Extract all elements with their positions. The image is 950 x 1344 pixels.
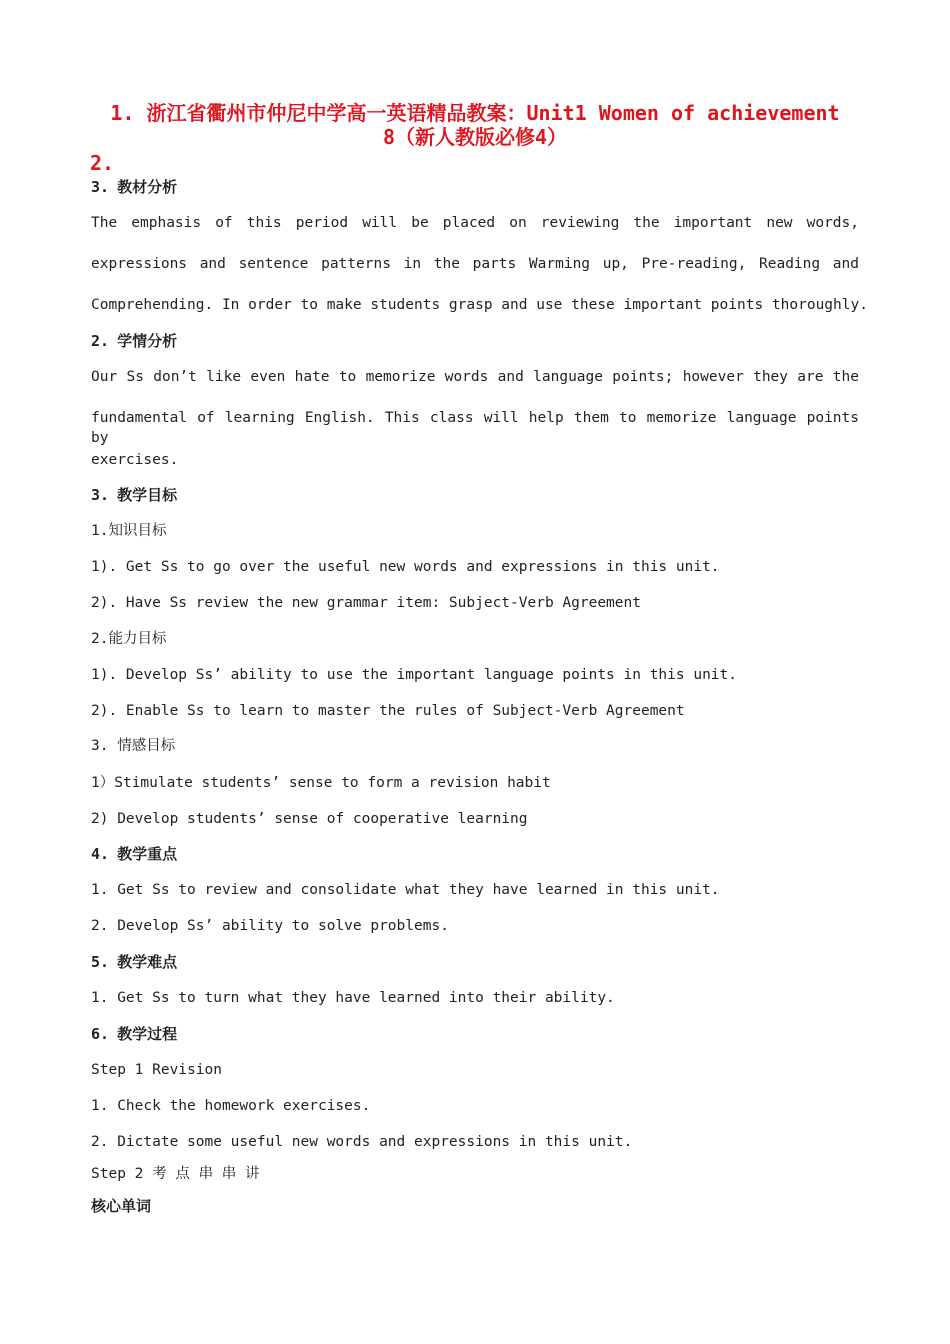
section-label: 教学目标 xyxy=(117,486,178,504)
list-item: 1). Get Ss to go over the useful new words and expressions in this unit. xyxy=(91,559,720,575)
section-heading-teaching-process xyxy=(91,1024,177,1044)
step-heading: Step 2 考 点 串 串 讲 xyxy=(91,1166,260,1182)
list-item: 1. Check the homework exercises. xyxy=(91,1098,371,1114)
paragraph-line: exercises. xyxy=(91,452,179,468)
step-heading: Step 1 Revision xyxy=(91,1062,222,1078)
list-number-red: 2. xyxy=(90,151,115,175)
paragraph-line: The emphasis of this period will be placed on reviewing the important new words, xyxy=(91,215,859,231)
paragraph-line: fundamental of learning English. This class will help them to memorize language points by xyxy=(91,410,859,446)
list-item: 1). Develop Ss’ ability to use the important language points in this unit. xyxy=(91,667,738,683)
section-heading-textbook-analysis xyxy=(91,177,177,197)
list-item: 1. Get Ss to turn what they have learned into their ability. xyxy=(91,990,615,1006)
section-heading-difficulties xyxy=(91,952,177,972)
section-heading-key-points xyxy=(91,844,177,864)
paragraph-line: Comprehending. In order to make students grasp and use these important points thoroughly. xyxy=(91,297,868,313)
subheading-core-words: 核心单词 xyxy=(91,1197,152,1215)
section-heading-student-analysis xyxy=(91,331,177,351)
document-title-line1: 1. 浙江省衢州市仲尼中学高一英语精品教案：Unit1 Women of achievement xyxy=(110,101,840,125)
section-label: 教学重点 xyxy=(117,845,178,863)
section-label: 教学难点 xyxy=(117,953,178,971)
list-item: 1. Get Ss to review and consolidate what they have learned in this unit. xyxy=(91,882,720,898)
paragraph-line: Our Ss don’t like even hate to memorize words and language points; however they are the xyxy=(91,369,859,385)
section-number: 2. xyxy=(91,332,110,350)
section-label: 教材分析 xyxy=(117,178,178,196)
list-item: 2. Dictate some useful new words and expressions in this unit. xyxy=(91,1134,633,1150)
section-number: 5. xyxy=(91,953,110,971)
section-label: 教学过程 xyxy=(117,1025,178,1043)
section-label: 学情分析 xyxy=(117,332,178,350)
section-number: 3. xyxy=(91,486,110,504)
section-number: 6. xyxy=(91,1025,110,1043)
paragraph-line: expressions and sentence patterns in the parts Warming up, Pre-reading, Reading and xyxy=(91,256,859,272)
section-number: 3. xyxy=(91,178,110,196)
list-item: 2). Have Ss review the new grammar item: Subject-Verb Agreement xyxy=(91,595,641,611)
list-item: 2). Enable Ss to learn to master the rules of Subject-Verb Agreement xyxy=(91,703,685,719)
section-heading-teaching-goals xyxy=(91,485,177,505)
list-item: 2. Develop Ss’ ability to solve problems. xyxy=(91,918,449,934)
document-title-line2: 8（新人教版必修4） xyxy=(382,125,568,149)
subheading-ability-goal: 2.能力目标 xyxy=(91,631,167,647)
section-number: 4. xyxy=(91,845,110,863)
list-item: 1）Stimulate students’ sense to form a revision habit xyxy=(91,775,551,791)
list-item: 2) Develop students’ sense of cooperative learning xyxy=(91,811,528,827)
subheading-emotion-goal: 3. 情感目标 xyxy=(91,738,176,754)
subheading-knowledge-goal: 1.知识目标 xyxy=(91,523,167,539)
